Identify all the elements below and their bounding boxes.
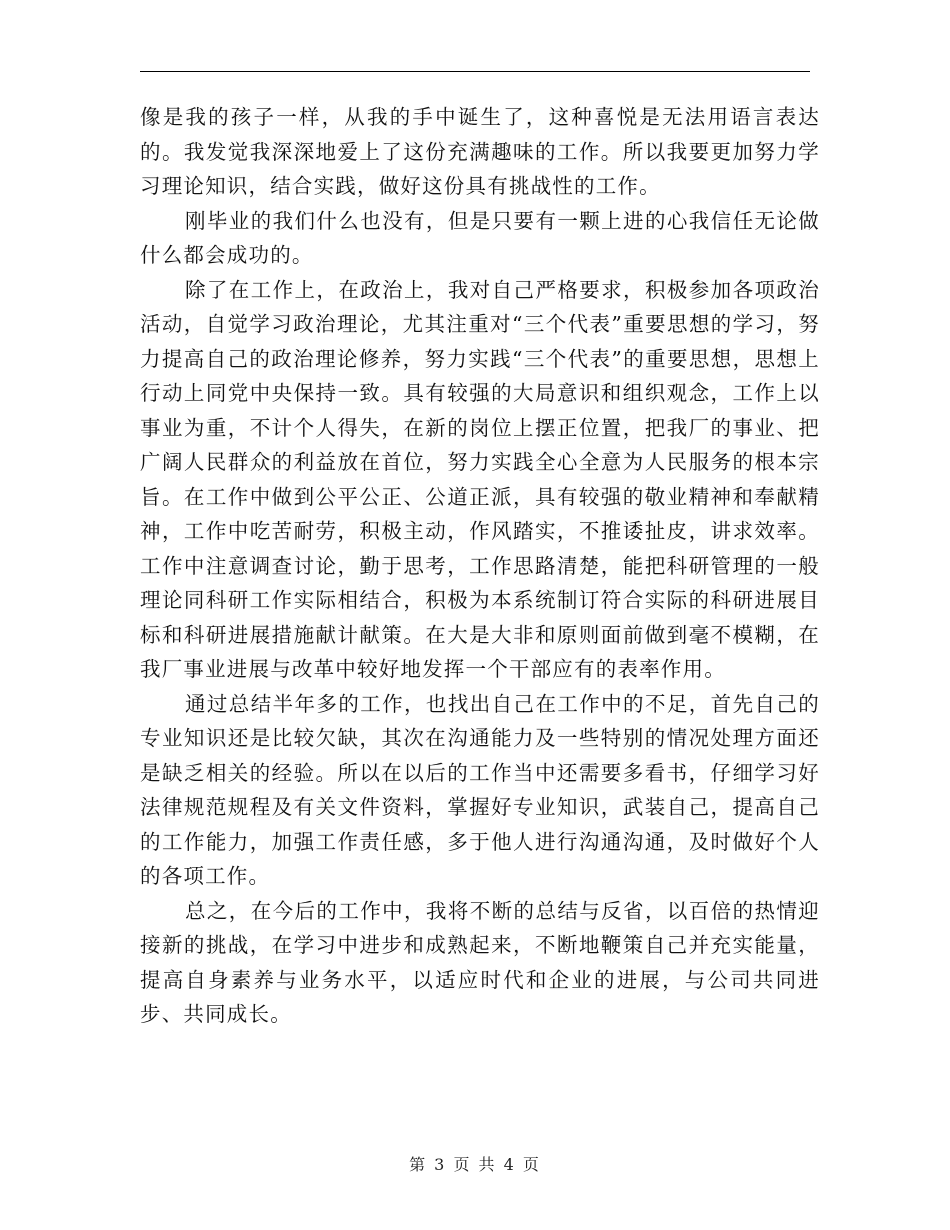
header-rule	[140, 71, 810, 72]
document-body	[140, 100, 820, 1032]
paragraph-2: 刚毕业的我们什么也没有，但是只要有一颗上进的心我信任无论做什么都会成功的。	[140, 208, 820, 267]
paragraph-5: 总之，在今后的工作中，我将不断的总结与反省，以百倍的热情迎接新的挑战，在学习中进步和成熟起来，不断地鞭策自己并充实能量，提高自身素养与业务水平，以适应时代和企业的进展，与公司共同进步、共同成长。	[140, 898, 820, 1026]
paragraph-4: 通过总结半年多的工作，也找出自己在工作中的不足，首先自己的专业知识还是比较欠缺，其次在沟通能力及一些特别的情况处理方面还是缺乏相关的经验。所以在以后的工作当中还需要多看书，仔细学习好法律规范规程及有关文件资料，掌握好专业知识，武装自己，提高自己的工作能力，加强工作责任感，多于他人进行沟通沟通，及时做好个人的各项工作。	[140, 691, 820, 888]
paragraph-1: 像是我的孩子一样，从我的手中诞生了，这种喜悦是无法用语言表达的。我发觉我深深地爱上了这份充满趣味的工作。所以我要更加努力学习理论知识，结合实践，做好这份具有挑战性的工作。	[140, 105, 820, 198]
paragraph-3: 除了在工作上，在政治上，我对自己严格要求，积极参加各项政治活动，自觉学习政治理论，尤其注重对“三个代表”重要思想的学习，努力提高自己的政治理论修养，努力实践“三个代表”的重要思想，思想上行动上同党中央保持一致。具有较强的大局意识和组织观念，工作上以事业为重，不计个人得失，在新的岗位上摆正位置，把我厂的事业、把广阔人民群众的利益放在首位，努力实践全心全意为人民服务的根本宗旨。在工作中做到公平公正、公道正派，具有较强的敬业精神和奉献精神，工作中吃苦耐劳，积极主动，作风踏实，不推诿扯皮，讲求效率。工作中注意调查讨论，勤于思考，工作思路清楚，能把科研管理的一般理论同科研工作实际相结合，积极为本系统制订符合实际的科研进展目标和科研进展措施献计献策。在大是大非和原则面前做到毫不模糊，在我厂事业进展与改革中较好地发挥一个干部应有的表率作用。	[140, 277, 820, 681]
page-number: 第 3 页 共 4 页	[409, 1155, 541, 1174]
